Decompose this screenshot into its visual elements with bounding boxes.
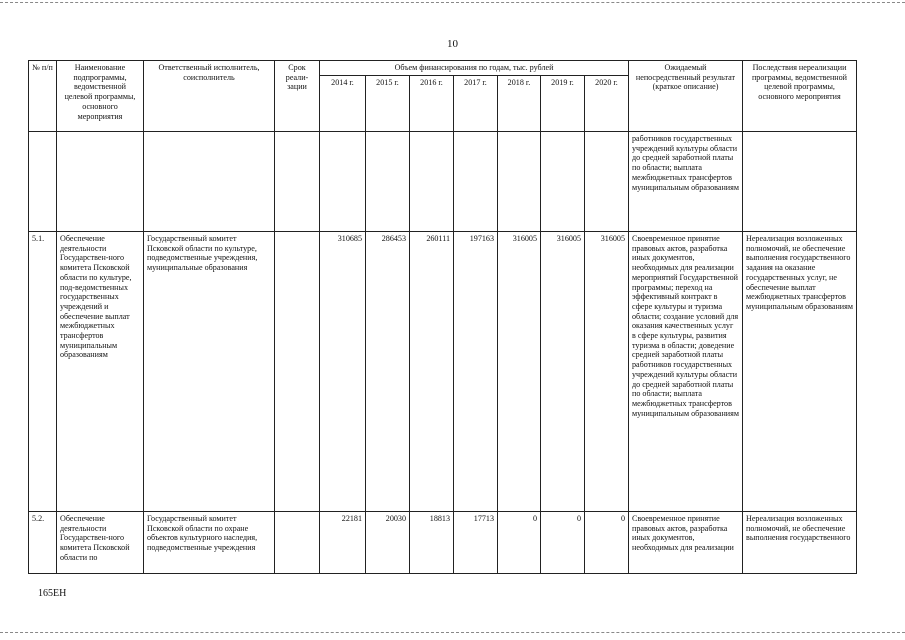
table-row (29, 132, 857, 232)
header-consequences: Последствия нереализации программы, ведомственной целевой программы, основного мероприятия (743, 61, 857, 132)
row-value: 316005 (541, 232, 585, 512)
row-value: 18813 (410, 512, 454, 574)
row-value: 197163 (454, 232, 498, 512)
row-executor (144, 132, 275, 232)
header-year: 2020 г. (585, 76, 629, 132)
top-scan-edge (0, 2, 905, 3)
row-term (275, 132, 320, 232)
program-table (28, 60, 857, 574)
header-year: 2018 г. (498, 76, 541, 132)
row-value: 286453 (366, 232, 410, 512)
row-value: 260111 (410, 232, 454, 512)
header-year: 2017 г. (454, 76, 498, 132)
row-consequences: Нереализация возложенных полномочий, не обеспечение выполнения государственного (743, 512, 857, 574)
row-value (454, 132, 498, 232)
bottom-scan-edge (0, 632, 905, 633)
row-consequences (743, 132, 857, 232)
header-funding: Объем финансирования по годам, тыс. рублей (320, 61, 629, 76)
header-name: Наименование подпрограммы, ведомственной целевой программы, основного мероприятия (57, 61, 144, 132)
row-num (29, 132, 57, 232)
row-value: 20030 (366, 512, 410, 574)
row-value (498, 132, 541, 232)
row-result: Своевременное принятие правовых актов, разработка иных документов, необходимых для реализации мероприятий Государственной программы; переход на эффективный контракт в сфере культуры и туризма области; создание условий для оказания качественных услуг в сфере культуры, развития туризма в области; доведение средней заработной платы работников государственных учреждений культуры области до средней заработной платы по области; выплата межбюджетных трансфертов муниципальным образованиям (629, 232, 743, 512)
row-result: работников государственных учреждений культуры области до средней заработной платы по области; выплата межбюджетных трансфертов муниципальным образованиям (629, 132, 743, 232)
row-value: 316005 (585, 232, 629, 512)
row-value (410, 132, 454, 232)
row-name: Обеспечение деятельности Государствен-ного комитета Псковской области по культуре, под-ведомственных государственных учреждений и обеспечение выплат межбюджетных трансфертов муниципальным образованиям (57, 232, 144, 512)
row-value: 316005 (498, 232, 541, 512)
row-term (275, 512, 320, 574)
header-year: 2019 г. (541, 76, 585, 132)
row-value (585, 132, 629, 232)
table-row (29, 232, 857, 512)
row-consequences: Нереализация возложенных полномочий, не обеспечение выполнения государственного задания на оказание государственных услуг, не обеспечение выплат межбюджетных трансфертов муниципальным образованиям (743, 232, 857, 512)
row-executor: Государственный комитет Псковской области по культуре, подведомственные учреждения, муниципальные образования (144, 232, 275, 512)
page-number: 10 (447, 38, 458, 50)
header-year: 2016 г. (410, 76, 454, 132)
row-num: 5.2. (29, 512, 57, 574)
row-value (366, 132, 410, 232)
row-value: 310685 (320, 232, 366, 512)
table-row (29, 512, 857, 574)
row-executor: Государственный комитет Псковской области по охране объектов культурного наследия, подведомственные учреждения (144, 512, 275, 574)
row-value: 0 (541, 512, 585, 574)
row-value: 0 (585, 512, 629, 574)
row-term (275, 232, 320, 512)
row-num: 5.1. (29, 232, 57, 512)
header-executor: Ответственный исполнитель, соисполнитель (144, 61, 275, 132)
row-value: 17713 (454, 512, 498, 574)
row-value (541, 132, 585, 232)
row-result: Своевременное принятие правовых актов, разработка иных документов, необходимых для реализации (629, 512, 743, 574)
header-term: Срок реали-зации (275, 61, 320, 132)
header-row (29, 61, 857, 76)
row-value: 0 (498, 512, 541, 574)
footer-code: 165ЕН (38, 588, 67, 599)
header-year: 2015 г. (366, 76, 410, 132)
row-value: 22181 (320, 512, 366, 574)
row-name: Обеспечение деятельности Государствен-ного комитета Псковской области по (57, 512, 144, 574)
header-result: Ожидаемый непосредственный результат (краткое описание) (629, 61, 743, 132)
header-year: 2014 г. (320, 76, 366, 132)
row-name (57, 132, 144, 232)
header-num: № п/п (29, 61, 57, 132)
row-value (320, 132, 366, 232)
